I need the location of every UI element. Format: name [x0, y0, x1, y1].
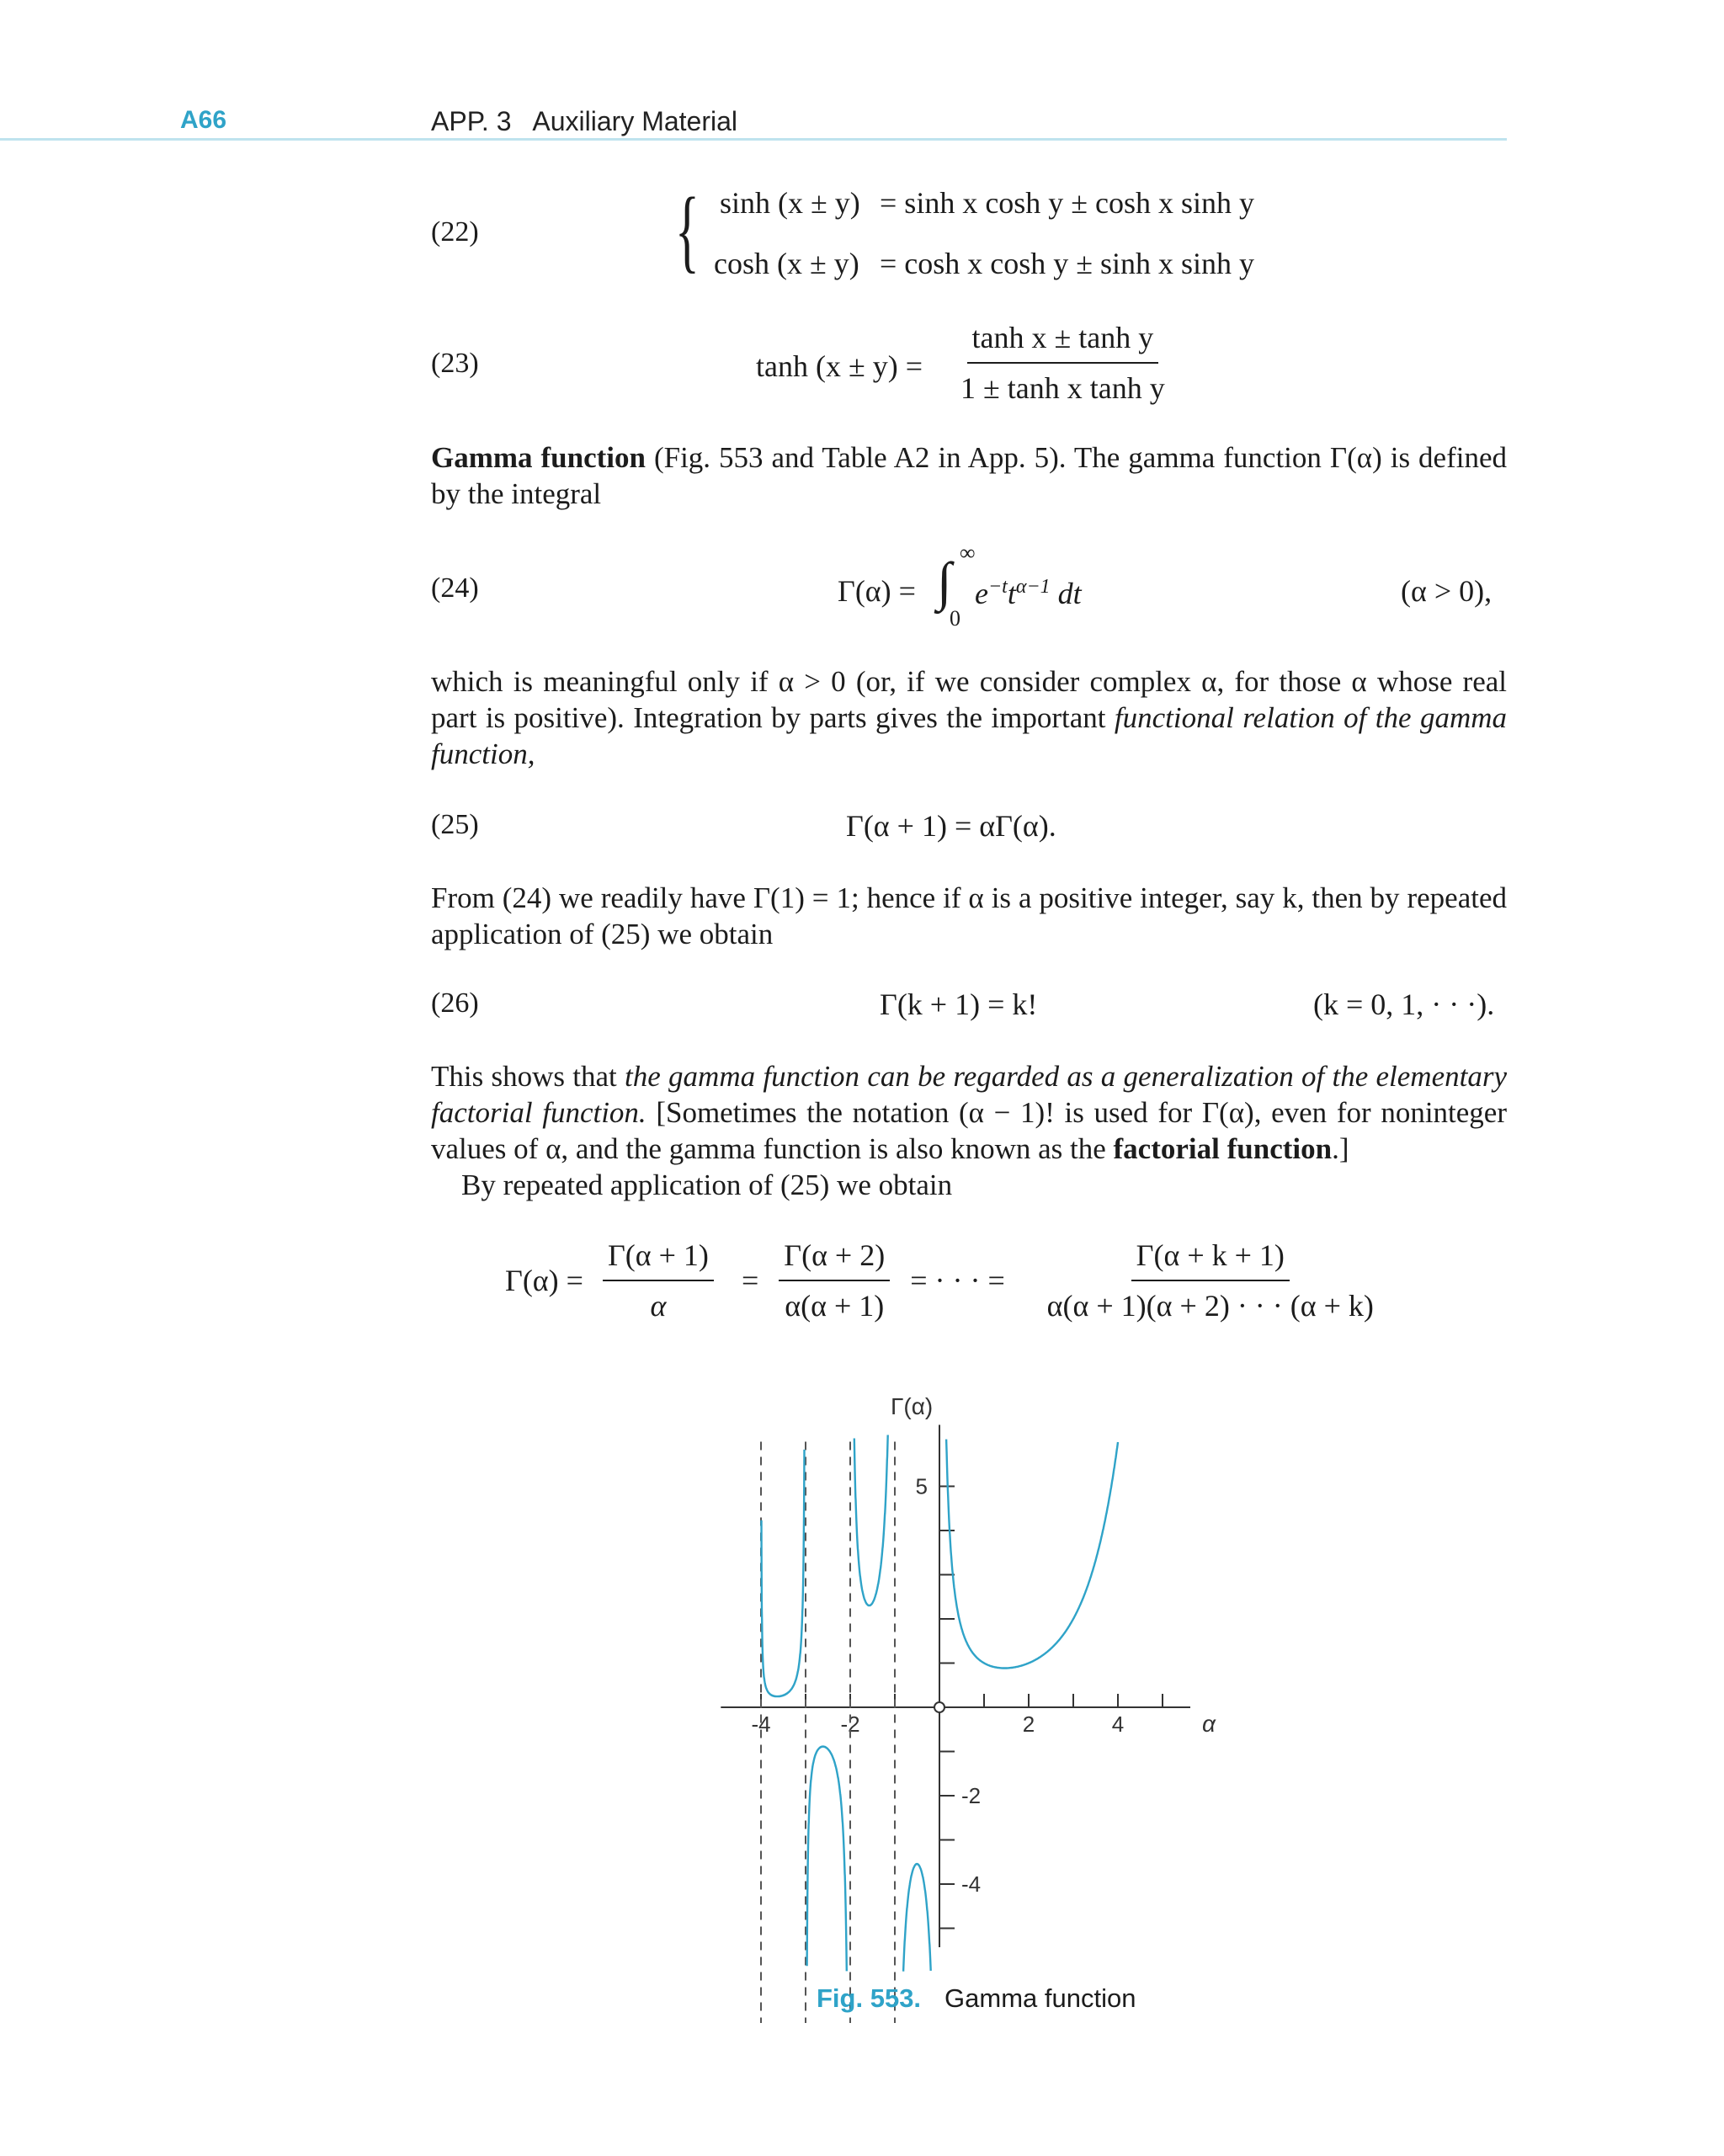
page-number: A66 — [180, 106, 227, 134]
figure-title: Gamma function — [944, 1983, 1136, 2013]
paragraph-gamma-definition: Gamma function (Fig. 553 and Table A2 in App. 5). The gamma function Γ(α) is defined by the integral — [431, 441, 1507, 510]
gamma-curve-3 — [807, 1747, 847, 1972]
eq23-denominator: 1 ± tanh x tanh y — [960, 371, 1165, 405]
eq-chain: Γ(α) = $\frac{\Gamma(\alpha + 1)}{\alpha}$ = $\frac{\Gamma(\alpha + 2)}{\alpha(\alpha + 1)}$ = · · · = $\frac{\Gamma(\alpha + k + 1)}{\alpha(\alpha + 1)(\alpha + 2) \cdot \cdot \cdot (\alpha + k)}$ — [505, 1238, 1374, 1323]
gamma-curve-2 — [854, 1435, 888, 1606]
term-gamma-function: Gamma function — [431, 441, 646, 474]
integral-sign: ∫ — [937, 551, 952, 611]
eq26-condition: (k = 0, 1, · · ·). — [1313, 988, 1495, 1021]
x-tick-label: -4 — [751, 1711, 771, 1737]
paragraph-shows: This shows that the gamma function can be regarded as a generalization of the elementary factorial function. [Sometimes the notation (α − 1)! is used for Γ(α), even for noninteger values of α, and the gamma function is also known as the factorial function.] — [431, 1060, 1507, 1165]
eq26-expression: Γ(k + 1) = k! — [880, 988, 1038, 1021]
y-tick-label: -2 — [961, 1783, 982, 1808]
eq24-integrand: $e^{-t}t^{\alpha-1}$ dt — [975, 576, 1082, 610]
eq23-numerator: tanh x ± tanh y — [967, 320, 1159, 364]
y-axis-label: Γ(α) — [891, 1393, 934, 1419]
equation-number-25: (25) — [431, 809, 479, 840]
x-tick-label: 4 — [1111, 1711, 1125, 1737]
figure-caption — [817, 1983, 1136, 2014]
figure-label: Fig. 553. — [817, 1983, 922, 2013]
equation-number-23: (23) — [431, 348, 479, 379]
eq22-line2-rhs: = cosh x cosh y ± sinh x sinh y — [880, 247, 1255, 280]
integral-upper-limit: ∞ — [960, 540, 976, 565]
equation-number-26: (26) — [431, 988, 479, 1019]
y-tick-label: 5 — [915, 1473, 928, 1499]
eq22-line2-lhs: cosh (x ± y) — [714, 247, 859, 280]
eq22-line1-rhs: = sinh x cosh y ± cosh x sinh y — [880, 186, 1255, 220]
x-tick-label: -2 — [840, 1711, 860, 1737]
left-brace: { — [674, 178, 700, 281]
x-axis-label: α — [1202, 1711, 1216, 1737]
eq25-expression: Γ(α + 1) = αΓ(α). — [846, 809, 1056, 843]
eq22-line1-lhs: sinh (x ± y) — [720, 186, 860, 220]
eq23-lhs: tanh (x ± y) = — [756, 349, 923, 383]
equation-number-22: (22) — [431, 216, 479, 248]
gamma-curve-0 — [946, 1440, 1118, 1669]
gamma-curve-4 — [762, 1450, 805, 1696]
paragraph-from-24: From (24) we readily have Γ(1) = 1; hence if α is a positive integer, say k, then by repeated application of (25) we obtain — [431, 881, 1507, 950]
paragraph-repeated: By repeated application of (25) we obtain — [461, 1168, 953, 1201]
y-tick-label: -4 — [961, 1871, 982, 1897]
integral-lower-limit: 0 — [950, 606, 960, 631]
origin-marker — [934, 1702, 944, 1712]
eq24-lhs: Γ(α) = — [838, 574, 916, 608]
equation-number-24: (24) — [431, 572, 479, 604]
running-head: APP. 3 Auxiliary Material — [431, 106, 738, 136]
eq24-condition: (α > 0), — [1401, 574, 1493, 608]
paragraph-meaningful: which is meaningful only if α > 0 (or, if we consider complex α, for those α whose real part is positive). Integration by parts gives the important functional relation of the gamma function, — [431, 665, 1507, 770]
x-tick-label: 2 — [1022, 1711, 1035, 1737]
gamma-curve-1 — [903, 1864, 931, 1972]
